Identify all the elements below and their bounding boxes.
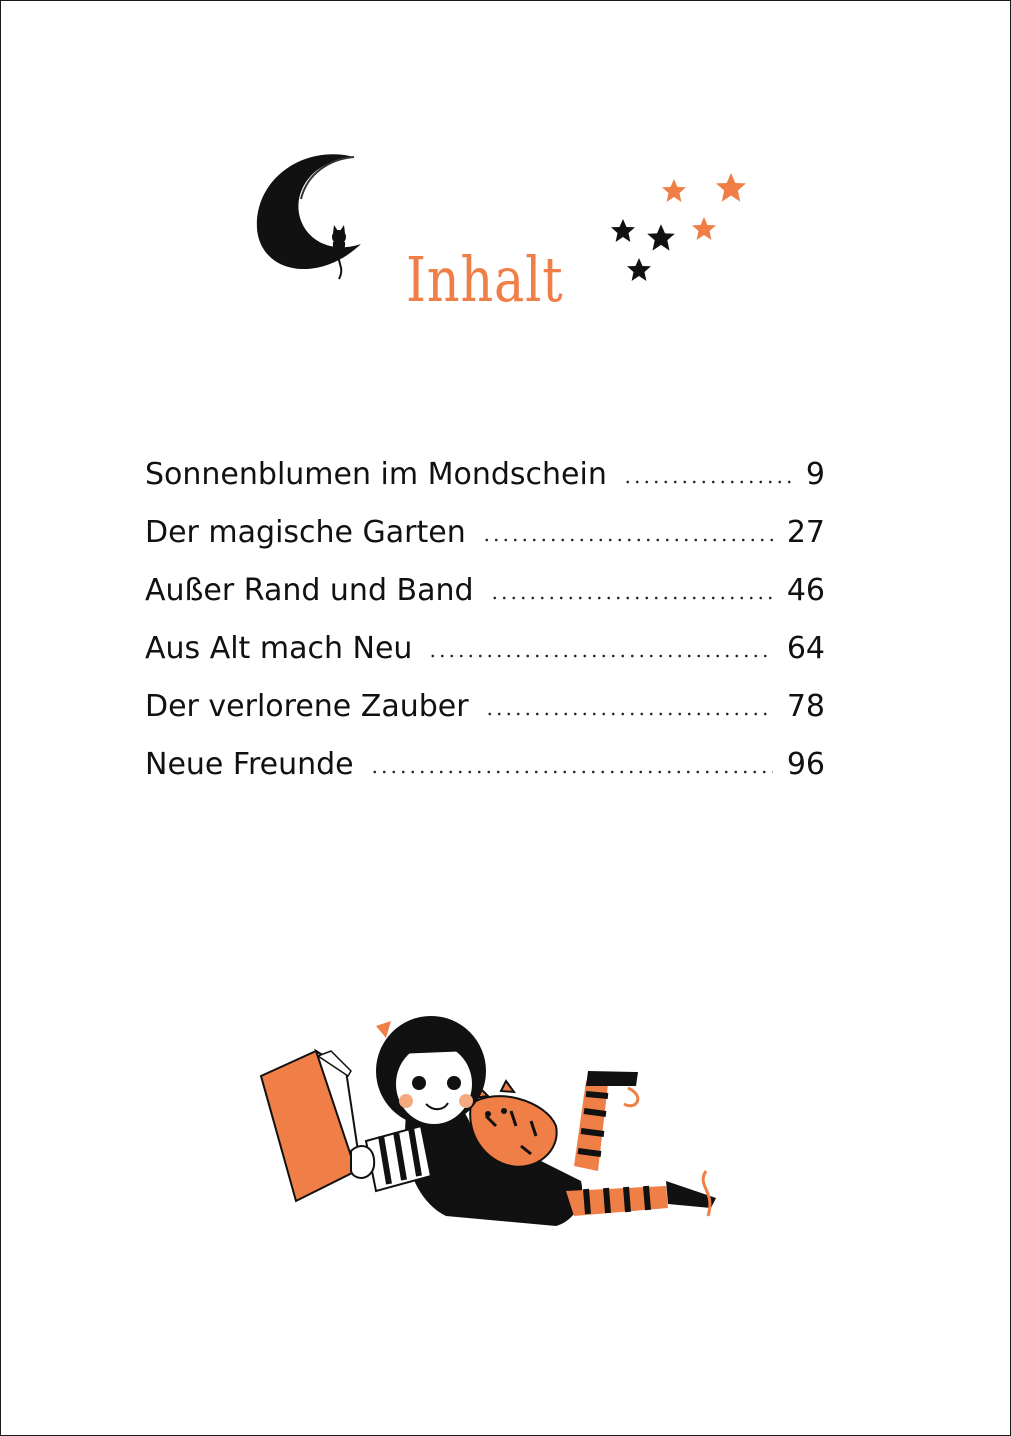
moon-with-cat-icon [249, 149, 369, 285]
toc-entry[interactable] [145, 457, 825, 515]
page-title: Inhalt [406, 243, 564, 316]
dot-leader [370, 770, 773, 774]
toc-entry-page: 64 [786, 631, 825, 666]
toc-entry[interactable] [145, 573, 825, 631]
toc-entry-title: Der verlorene Zauber [145, 689, 469, 724]
dot-leader [623, 480, 792, 484]
dot-leader [490, 596, 773, 600]
toc-entry[interactable] [145, 747, 825, 805]
table-of-contents [145, 457, 825, 805]
toc-entry-title: Der magische Garten [145, 515, 466, 550]
dot-leader [482, 538, 773, 542]
toc-entry-page: 9 [805, 457, 825, 492]
girl-reading-with-cat-illustration [256, 976, 736, 1241]
toc-entry[interactable] [145, 515, 825, 573]
toc-entry-page: 46 [786, 573, 825, 608]
toc-entry[interactable] [145, 689, 825, 747]
toc-entry-page: 96 [786, 747, 825, 782]
toc-entry-page: 78 [786, 689, 825, 724]
stars-icon [601, 166, 761, 291]
toc-entry-title: Außer Rand und Band [145, 573, 474, 608]
toc-entry-title: Aus Alt mach Neu [145, 631, 413, 666]
toc-entry[interactable] [145, 631, 825, 689]
toc-entry-title: Neue Freunde [145, 747, 354, 782]
dot-leader [485, 712, 773, 716]
dot-leader [428, 654, 772, 658]
toc-entry-title: Sonnenblumen im Mondschein [145, 457, 607, 492]
toc-entry-page: 27 [786, 515, 825, 550]
